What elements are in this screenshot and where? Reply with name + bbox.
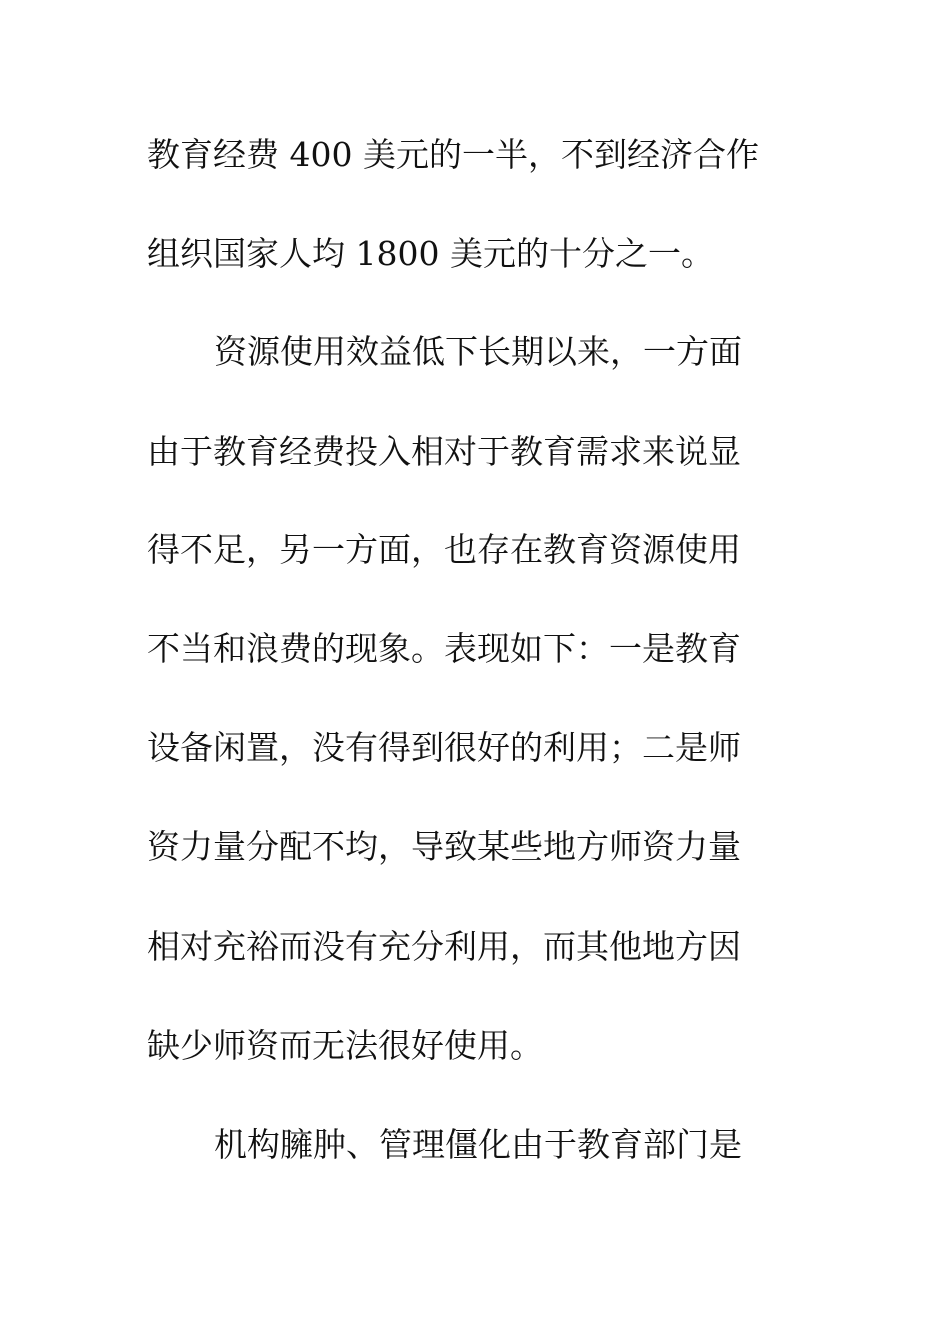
text-line: 教育经费 400 美元的一半，不到经济合作: [147, 135, 759, 174]
text-line: 设备闲置，没有得到很好的利用；二是师: [147, 728, 741, 767]
text-line: 组织国家人均 1800 美元的十分之一。: [147, 234, 714, 273]
text-line: 由于教育经费投入相对于教育需求来说显: [147, 432, 741, 471]
text-line: 相对充裕而没有充分利用，而其他地方因: [147, 927, 741, 966]
text-line: 资力量分配不均，导致某些地方师资力量: [147, 827, 741, 866]
text-line: 得不足，另一方面，也存在教育资源使用: [147, 530, 741, 569]
text-line: 资源使用效益低下长期以来，一方面: [214, 332, 742, 371]
text-line: 机构臃肿、管理僵化由于教育部门是: [214, 1125, 742, 1164]
text-line: 缺少师资而无法很好使用。: [147, 1026, 543, 1065]
text-line: 不当和浪费的现象。表现如下：一是教育: [147, 629, 741, 668]
